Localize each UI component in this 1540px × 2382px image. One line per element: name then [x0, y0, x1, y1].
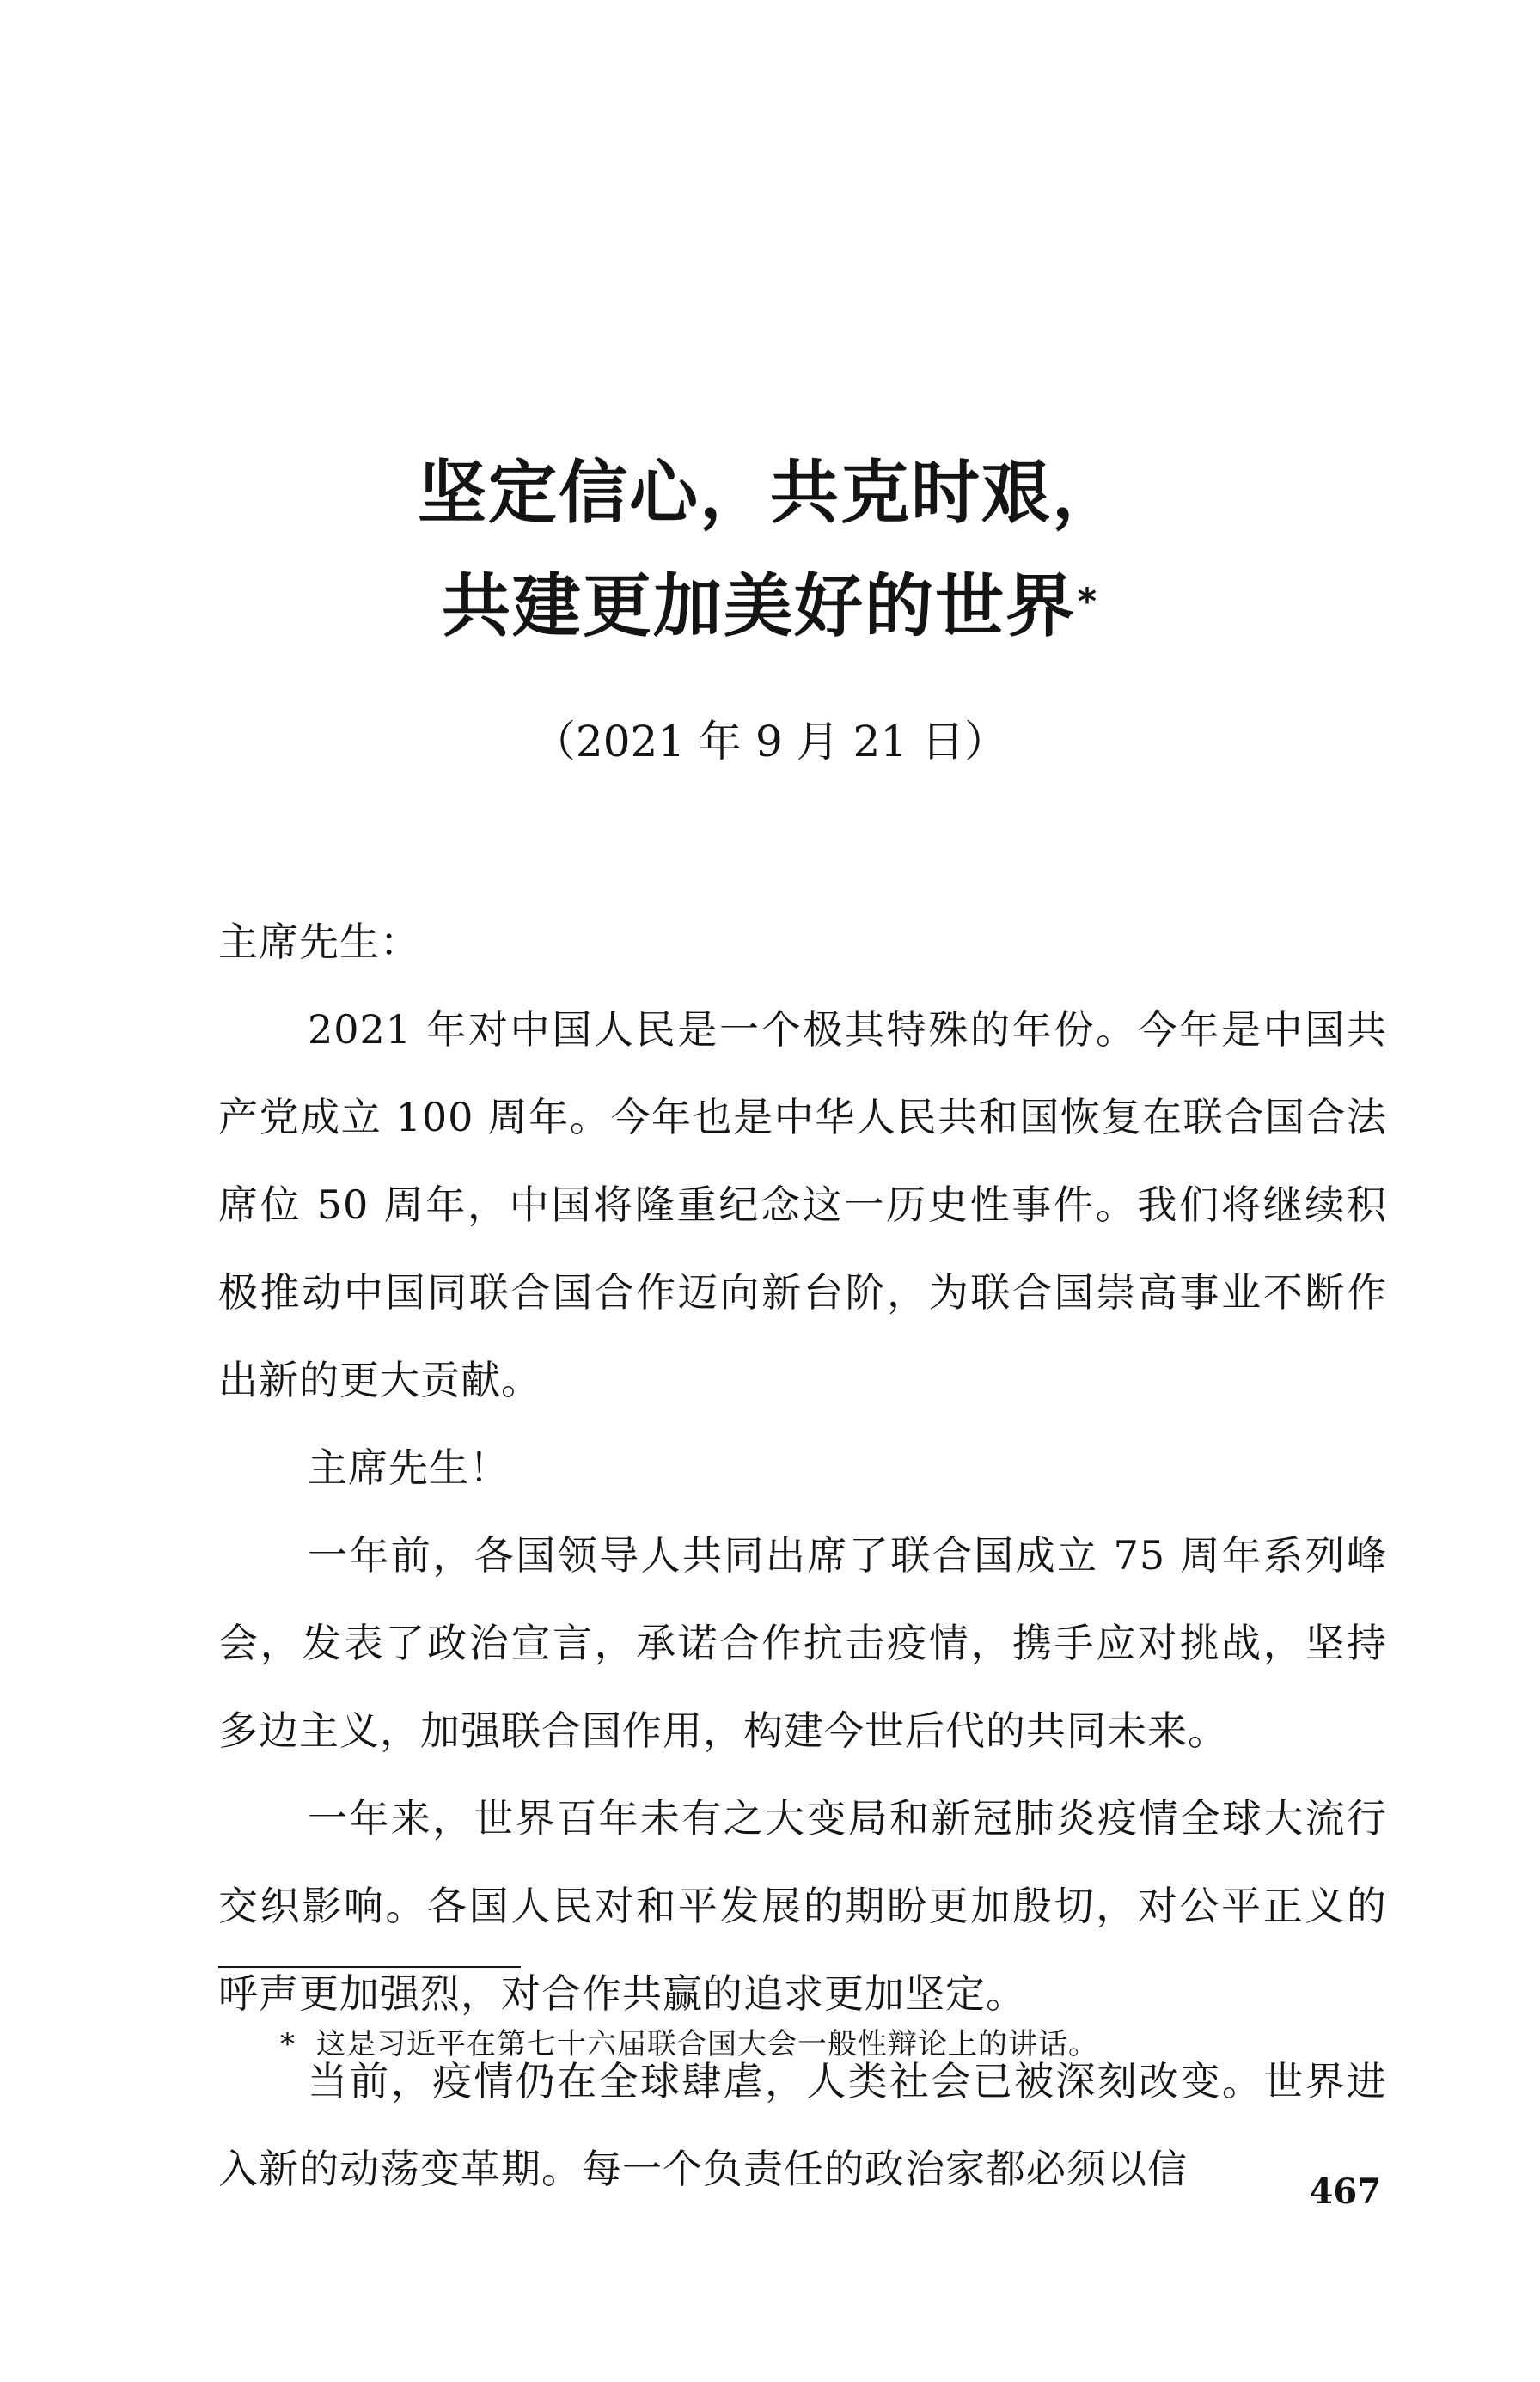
- salutation-repeat: 主席先生！: [308, 1444, 510, 1491]
- title-text-line-2: 共建更加美好的世界: [442, 566, 1077, 646]
- title-footnote-marker: *: [1078, 580, 1098, 622]
- footnote-divider: [218, 1966, 521, 1968]
- title-text-line-1: 坚定信心，共克时艰，: [418, 453, 1122, 533]
- paragraph: 当前，疫情仍在全球肆虐，人类社会已被深刻改变。世界进入新的动荡变革期。每一个负责任的政治家都必须以信: [218, 2058, 1387, 2192]
- paragraph: 2021 年对中国人民是一个极其特殊的年份。今年是中国共产党成立 100 周年。今年也是中华人民共和国恢复在联合国合法席位 50 周年，中国将隆重纪念这一历史性事件。我们将继续积极推动中国同联合国合作迈向新台阶，为联合国崇高事业不断作出新的更大贡献。: [218, 1006, 1387, 1403]
- article-title-line-1: [0, 450, 1540, 536]
- salutation: 主席先生：: [218, 919, 420, 965]
- paragraph: 一年来，世界百年未有之大变局和新冠肺炎疫情全球大流行交织影响。各国人民对和平发展的期盼更加殷切，对公平正义的呼声更加强烈，对合作共赢的追求更加坚定。: [218, 1795, 1387, 2017]
- speech-date: （2021 年 9 月 21 日）: [532, 717, 1008, 767]
- footnote: [280, 2023, 1098, 2066]
- page-number: 467: [1309, 2171, 1381, 2212]
- footnote-marker: *: [280, 2027, 296, 2061]
- article-title-line-2: [0, 564, 1540, 650]
- footnote-text: 这是习近平在第七十六届联合国大会一般性辩论上的讲话。: [316, 2027, 1098, 2061]
- paragraph: 一年前，各国领导人共同出席了联合国成立 75 周年系列峰会，发表了政治宣言，承诺合作抗击疫情，携手应对挑战，坚持多边主义，加强联合国作用，构建今世后代的共同未来。: [218, 1532, 1387, 1754]
- body-text: [218, 898, 1387, 2213]
